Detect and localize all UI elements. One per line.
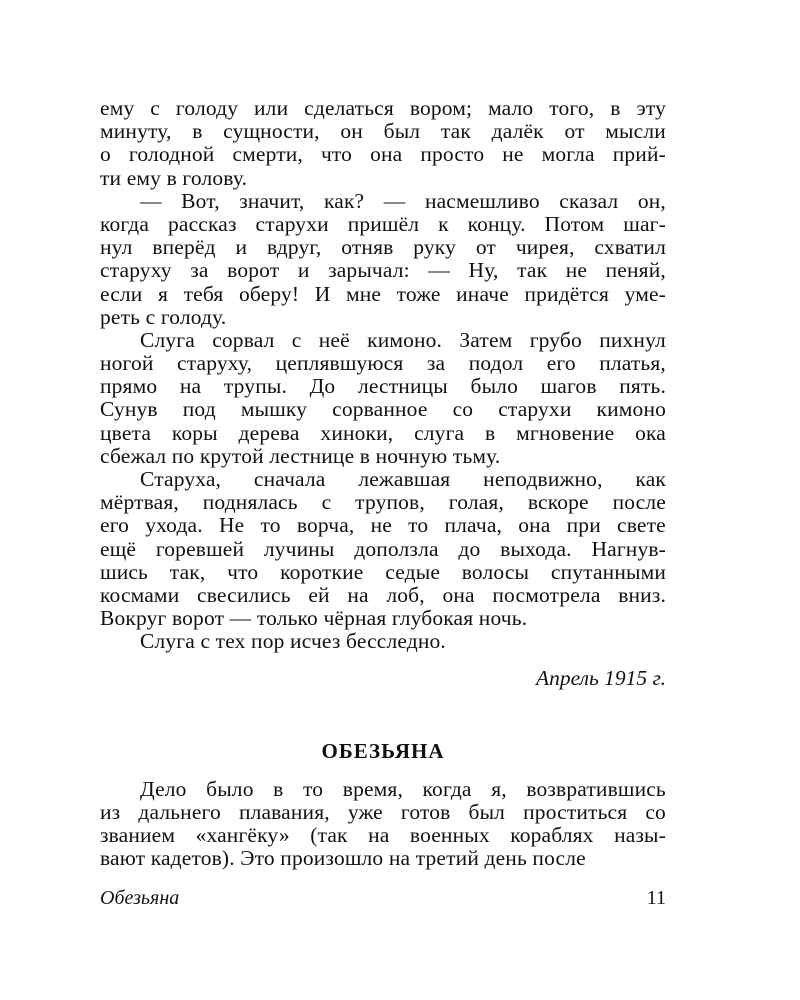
text-line: космами свесились ей на лоб, она посмотрела вниз. [100,582,666,607]
paragraph [100,630,666,653]
page-body [100,97,666,870]
text-line: званием «хангёку» (так на военных кораблях назы- [100,822,666,847]
text-line: когда рассказ старухи пришёл к концу. Потом шаг- [100,211,666,236]
text-line: вают кадетов). Это произошло на третий день после [100,846,586,871]
text-line: ему с голоду или сделаться вором; мало того, в эту [100,96,666,120]
paragraph [100,778,666,871]
text-line: старуху за ворот и зарычал: — Ну, так не пеняй, [100,258,666,283]
text-line: Вокруг ворот — только чёрная глубокая ночь. [100,606,528,631]
text-line: реть с голоду. [100,304,227,329]
chapter-title: ОБЕЗЬЯНА [321,738,445,763]
text-line: нул вперёд и вдруг, отняв руку от чирея, схватил [100,235,666,260]
paragraph [100,329,666,468]
text-line: мёртвая, поднялась с трупов, голая, вскоре после [100,490,666,515]
page-number: 11 [646,887,666,909]
chapter-opening [100,778,666,871]
text-line: шись так, что короткие седые волосы спутанными [100,559,666,584]
text-line: цвета коры дерева хиноки, слуга в мгновение ока [100,420,666,445]
page-footer [100,885,666,911]
text-line: Слуга с тех пор исчез бесследно. [140,629,446,654]
text-line: из дальнего плавания, уже готов был проститься со [100,799,666,824]
text-line: если я тебя оберу! И мне тоже иначе придётся уме- [100,281,666,306]
running-title: Обезьяна [100,887,180,909]
paragraph [100,97,666,190]
text-line: Дело было в то время, когда я, возвратившись [140,776,666,801]
text-line: ногой старуху, цеплявшуюся за подол его платья, [100,351,666,376]
text-line: прямо на трупы. До лестницы было шагов пять. [100,374,666,399]
text-line: Старуха, сначала лежавшая неподвижно, как [140,467,666,491]
text-line: его ухода. Не то ворча, не то плача, она при свете [100,513,666,538]
text-line: минуту, в сущности, он был так далёк от мысли [100,119,666,144]
text-line: ти ему в голову. [100,165,248,190]
paragraph [100,190,666,329]
text-line: сбежал по крутой лестнице в ночную тьму. [100,443,501,468]
text-line: — Вот, значит, как? — насмешливо сказал он, [140,188,666,213]
text-line: Сунув под мышку сорванное со старухи кимоно [100,397,666,422]
text-line: Слуга сорвал с неё кимоно. Затем грубо пихнул [140,327,666,352]
text-line: о голодной смерти, что она просто не могла прий- [100,142,666,167]
story-date: Апрель 1915 г. [535,665,666,690]
paragraph [100,468,666,630]
story-ending [100,97,666,654]
text-line: ещё горевшей лучины доползла до выхода. Нагнув- [100,536,666,561]
